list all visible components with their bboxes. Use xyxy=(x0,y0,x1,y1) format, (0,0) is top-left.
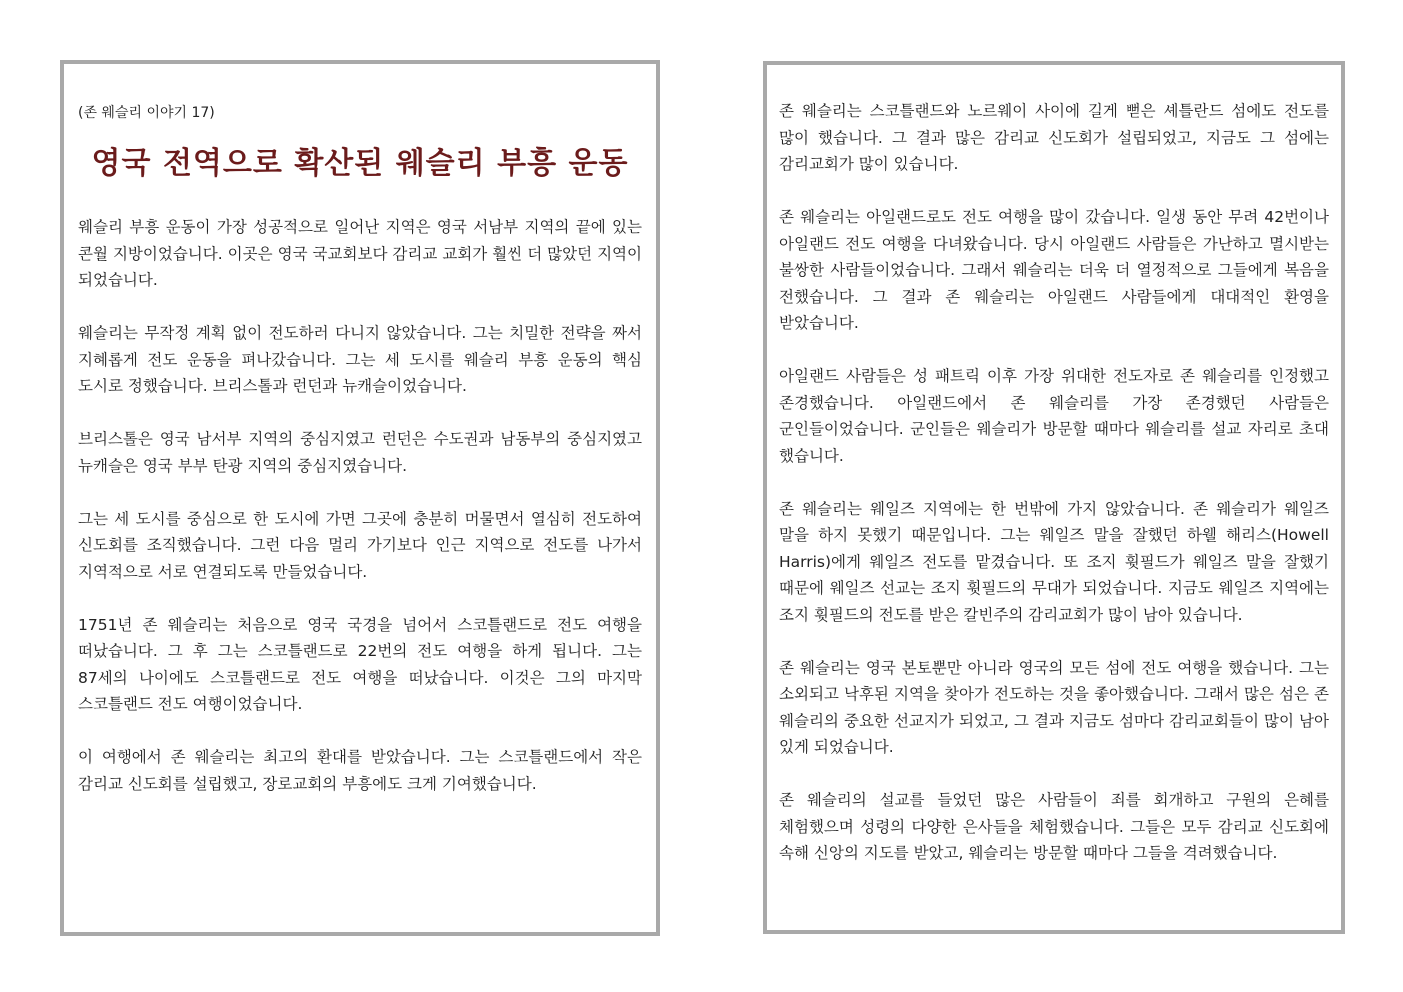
left-paragraph-2: 웨슬리는 무작정 계획 없이 전도하러 다니지 않았습니다. 그는 치밀한 전략을 짜서 지혜롭게 전도 운동을 펴나갔습니다. 그는 세 도시를 웨슬리 부흥 운동의 핵심 도시로 정했습니다. 브리스톨과 런던과 뉴캐슬이었습니다. xyxy=(78,324,642,395)
right-paragraph-6: 존 웨슬리의 설교를 들었던 많은 사람들이 죄를 회개하고 구원의 은혜를 체험했으며 성령의 다양한 은사들을 체험했습니다. 그들은 모두 감리교 신도회에 속해 신앙의 지도를 받았고, 웨슬리는 방문할 때마다 그들을 격려했습니다. xyxy=(779,791,1329,862)
left-paragraph-1: 웨슬리 부흥 운동이 가장 성공적으로 일어난 지역은 영국 서남부 지역의 끝에 있는 콘월 지방이었습니다. 이곳은 영국 국교회보다 감리교 교회가 훨씬 더 많았던 지역이 되었습니다. xyxy=(78,218,643,289)
right-paragraph-4: 존 웨슬리는 웨일즈 지역에는 한 번밖에 가지 않았습니다. 존 웨슬리가 웨일즈 말을 하지 못했기 때문입니다. 그는 웨일즈 말을 잘했던 하웰 해리스(Howell Harris)에게 웨일즈 전도를 맡겼습니다. 또 조지 휫필드가 웨일즈 말을 잘했기 때문에 웨일즈 선교는 조지 휫필드의 무대가 되었습니다. 지금도 웨일즈 지역에는 조지 휫필드의 전도를 받은 칼빈주의 감리교회가 많이 남아 있습니다. xyxy=(779,499,1329,624)
series-label: (존 웨슬리 이야기 17) xyxy=(78,105,215,121)
left-paragraph-6: 이 여행에서 존 웨슬리는 최고의 환대를 받았습니다. 그는 스코틀랜드에서 작은 감리교 신도회를 설립했고, 장로교회의 부흥에도 크게 기여했습니다. xyxy=(78,748,642,793)
left-paragraph-3: 브리스톨은 영국 남서부 지역의 중심지였고 런던은 수도권과 남동부의 중심지였고 뉴캐슬은 영국 부부 탄광 지역의 중심지였습니다. xyxy=(78,430,642,475)
page-title: 영국 전역으로 확산된 웨슬리 부흥 운동 xyxy=(91,146,629,181)
right-paragraph-1: 존 웨슬리는 스코틀랜드와 노르웨이 사이에 길게 뻗은 셰틀란드 섬에도 전도를 많이 했습니다. 그 결과 많은 감리교 신도회가 설립되었고, 지금도 그 섬에는 감리교회가 많이 있습니다. xyxy=(779,102,1329,173)
right-page xyxy=(763,61,1345,934)
right-paragraph-2: 존 웨슬리는 아일랜드로도 전도 여행을 많이 갔습니다. 일생 동안 무려 42번이나 아일랜드 전도 여행을 다녀왔습니다. 당시 아일랜드 사람들은 가난하고 멸시받는 불쌍한 사람들이었습니다. 그래서 웨슬리는 더욱 더 열정적으로 그들에게 복음을 전했습니다. 그 결과 존 웨슬리는 아일랜드 사람들에게 대대적인 환영을 받았습니다. xyxy=(779,208,1329,332)
right-paragraph-3: 아일랜드 사람들은 성 패트릭 이후 가장 위대한 전도자로 존 웨슬리를 인정했고 존경했습니다. 아일랜드에서 존 웨슬리를 가장 존경했던 사람들은 군인들이었습니다. 군인들은 웨슬리가 방문할 때마다 웨슬리를 설교 자리로 초대 했습니다. xyxy=(779,367,1329,465)
left-paragraph-4: 그는 세 도시를 중심으로 한 도시에 가면 그곳에 충분히 머물면서 열심히 전도하여 신도회를 조직했습니다. 그런 다음 멀리 가기보다 인근 지역으로 전도를 나가서 지역적으로 서로 연결되도록 만들었습니다. xyxy=(78,509,642,581)
left-paragraph-5: 1751년 존 웨슬리는 처음으로 영국 국경을 넘어서 스코틀랜드로 전도 여행을 떠났습니다. 그 후 그는 스코틀랜드로 22번의 전도 여행을 하게 됩니다. 그는 87세의 나이에도 스코틀랜드로 전도 여행을 떠났습니다. 이것은 그의 마지막 스코틀랜드 전도 여행이었습니다. xyxy=(78,615,642,713)
left-page xyxy=(60,60,660,936)
right-paragraph-5: 존 웨슬리는 영국 본토뿐만 아니라 영국의 모든 섬에 전도 여행을 했습니다. 그는 소외되고 낙후된 지역을 찾아가 전도하는 것을 좋아했습니다. 그래서 많은 섬은 존 웨슬리의 중요한 선교지가 되었고, 그 결과 지금도 섬마다 감리교회들이 많이 남아 있게 되었습니다. xyxy=(779,658,1329,756)
